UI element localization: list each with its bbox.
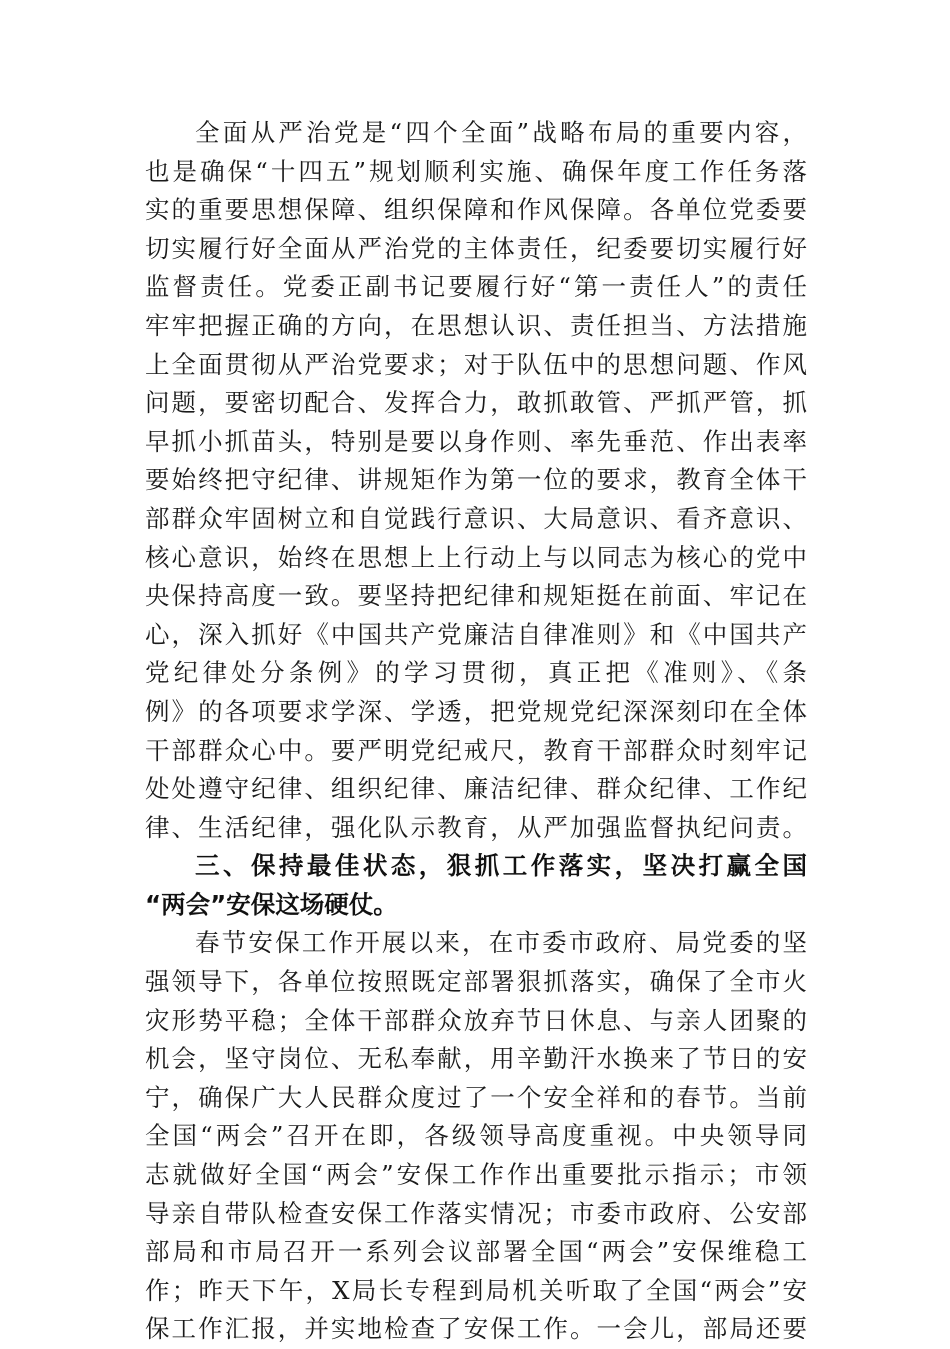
paragraph-line: 作；昨天下午，X局长专程到局机关听取了全国“两会”安 xyxy=(145,1275,807,1305)
paragraph-line: 全国“两会”召开在即，各级领导高度重视。中央领导同 xyxy=(145,1121,807,1151)
paragraph-line: 律、生活纪律，强化队示教育，从严加强监督执纪问责。 xyxy=(145,812,807,842)
paragraph-line: 灾形势平稳；全体干部群众放弃节日休息、与亲人团聚的 xyxy=(145,1005,807,1035)
paragraph-line: 全面从严治党是“四个全面”战略布局的重要内容， xyxy=(195,118,807,147)
heading-line: 三、保持最佳状态，狠抓工作落实，坚决打赢全国 xyxy=(195,851,807,881)
paragraph-line: 心，深入抓好《中国共产党廉洁自律准则》和《中国共产 xyxy=(145,619,807,649)
paragraph-line: 问题，要密切配合、发挥合力，敢抓敢管、严抓严管，抓 xyxy=(145,388,807,418)
paragraph-line: 春节安保工作开展以来，在市委市政府、局党委的坚 xyxy=(195,928,807,958)
section-heading xyxy=(145,847,807,924)
paragraph-line: 例》的各项要求学深、学透，把党规党纪深深刻印在全体 xyxy=(145,696,807,726)
paragraph-line: 党纪律处分条例》的学习贯彻，真正把《准则》、《条 xyxy=(145,658,807,688)
heading-line: “两会”安保这场硬仗。 xyxy=(145,889,398,919)
paragraph-line: 上全面贯彻从严治党要求；对于队伍中的思想问题、作风 xyxy=(145,349,807,379)
paragraph-discipline xyxy=(145,114,807,847)
paragraph-line: 处处遵守纪律、组织纪律、廉洁纪律、群众纪律、工作纪 xyxy=(145,774,807,804)
paragraph-line: 部局和市局召开一系列会议部署全国“两会”安保维稳工 xyxy=(145,1237,807,1267)
paragraph-line: 也是确保“十四五”规划顺利实施、确保年度工作任务落 xyxy=(145,156,807,186)
paragraph-line: 干部群众心中。要严明党纪戒尺，教育干部群众时刻牢记 xyxy=(145,735,807,765)
paragraph-line: 要始终把守纪律、讲规矩作为第一位的要求，教育全体干 xyxy=(145,465,807,495)
paragraph-line: 监督责任。党委正副书记要履行好“第一责任人”的责任 xyxy=(145,272,807,302)
paragraph-line: 实的重要思想保障、组织保障和作风保障。各单位党委要 xyxy=(145,195,807,225)
paragraph-line: 机会，坚守岗位、无私奉献，用辛勤汗水换来了节日的安 xyxy=(145,1044,807,1074)
document-page xyxy=(145,114,807,1349)
paragraph-line: 导亲自带队检查安保工作落实情况；市委市政府、公安部 xyxy=(145,1198,807,1228)
paragraph-line: 强领导下，各单位按照既定部署狠抓落实，确保了全市火 xyxy=(145,967,807,997)
paragraph-security xyxy=(145,924,807,1349)
paragraph-line: 部群众牢固树立和自觉践行意识、大局意识、看齐意识、 xyxy=(145,503,807,533)
paragraph-line: 保工作汇报，并实地检查了安保工作。一会儿，部局还要 xyxy=(145,1314,807,1344)
paragraph-line: 宁，确保广大人民群众度过了一个安全祥和的春节。当前 xyxy=(145,1082,807,1112)
paragraph-line: 早抓小抓苗头，特别是要以身作则、率先垂范、作出表率 xyxy=(145,426,807,456)
paragraph-line: 牢牢把握正确的方向，在思想认识、责任担当、方法措施 xyxy=(145,310,807,340)
paragraph-line: 志就做好全国“两会”安保工作作出重要批示指示；市领 xyxy=(145,1160,807,1190)
paragraph-line: 切实履行好全面从严治党的主体责任，纪委要切实履行好 xyxy=(145,233,807,263)
paragraph-line: 央保持高度一致。要坚持把纪律和规矩挺在前面、牢记在 xyxy=(145,581,807,611)
paragraph-line: 核心意识，始终在思想上上行动上与以同志为核心的党中 xyxy=(145,542,807,572)
